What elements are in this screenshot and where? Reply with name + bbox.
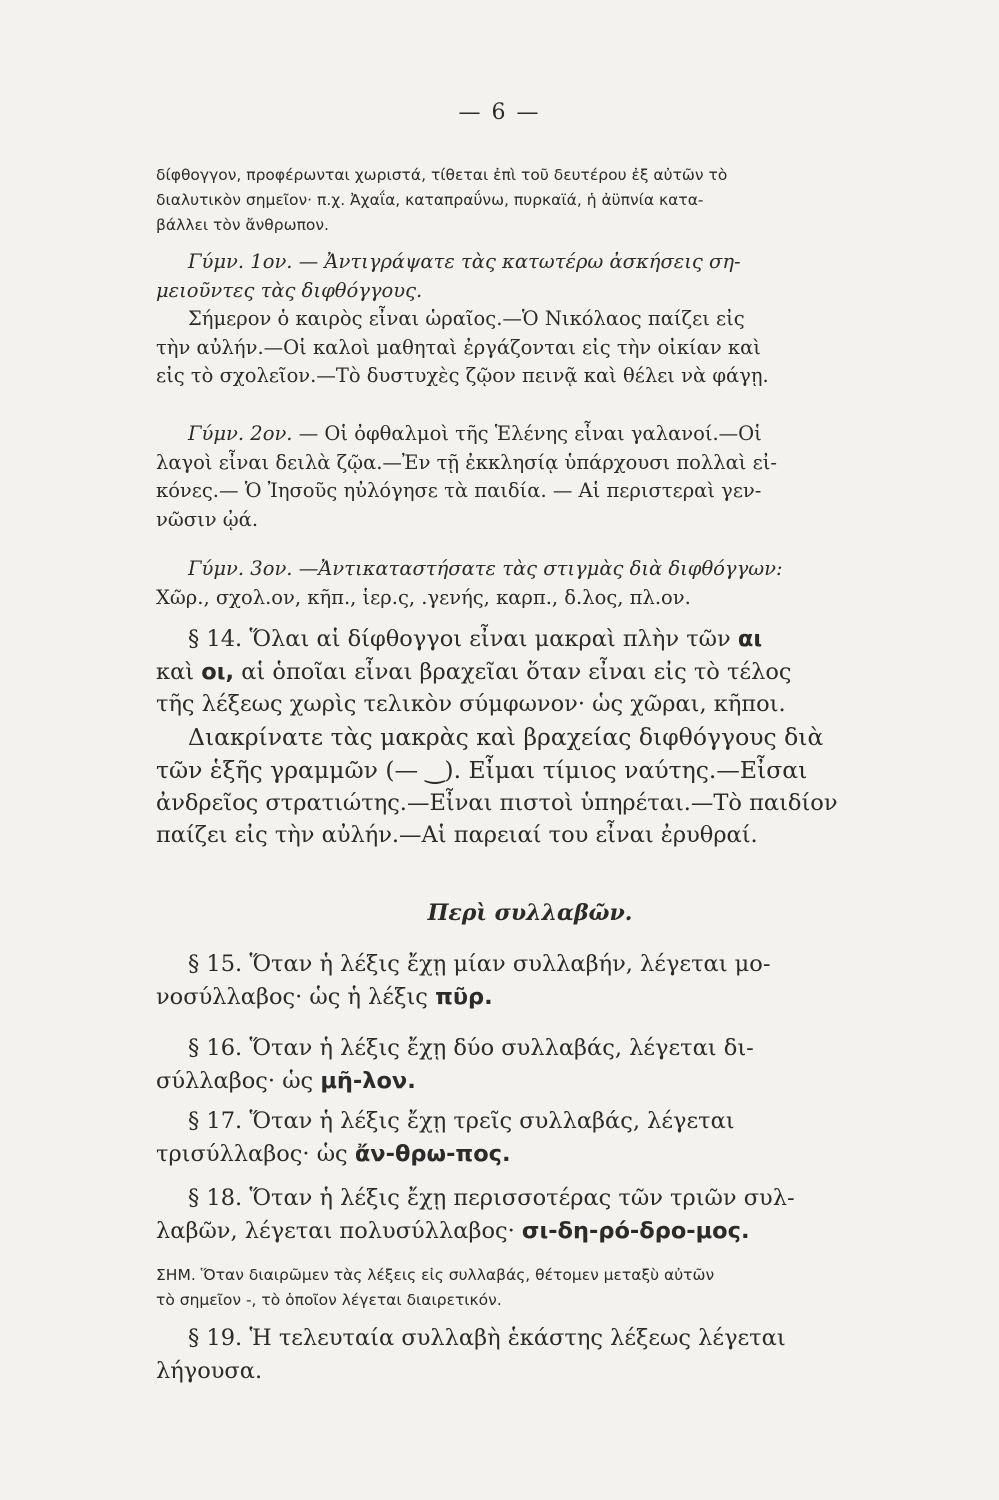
text-line: εἰς τὸ σχολεῖον.—Τὸ δυστυχὲς ζῷον πεινᾷ καὶ θέλει νὰ φάγῃ. xyxy=(156,364,769,387)
text-line: τὸ σημεῖον -, τὸ ὁποῖον λέγεται διαιρετικόν. xyxy=(156,1291,502,1309)
bold-term: αι xyxy=(737,626,763,652)
text-line: ΣΗΜ. Ὅταν διαιρῶμεν τὰς λέξεις εἰς συλλαβάς, θέτομεν μεταξὺ αὐτῶν xyxy=(156,1266,715,1284)
text-line: τὴν αὐλήν.—Οἱ καλοὶ μαθηταὶ ἐργάζονται εἰς τὴν οἰκίαν καὶ xyxy=(156,335,761,359)
text-line: τῶν ἑξῆς γραμμῶν (— ‿). Εἶμαι τίμιος ναύτης.—Εἶσαι xyxy=(156,755,808,784)
text-line: παίζει εἰς τὴν αὐλήν.—Αἱ παρειαί του εἶναι ἐρυθραί. xyxy=(156,822,758,848)
text-line: ἀνδρεῖος στρατιώτης.—Εἶναι πιστοὶ ὑπηρέται.—Τὸ παιδίον xyxy=(156,789,838,816)
text-line xyxy=(156,1322,904,1355)
exercise-3 xyxy=(156,555,904,612)
text-span: νοσύλλαβος· ὡς ἡ λέξις xyxy=(156,983,428,1010)
exercise-instruction: — Ἀντιγράψατε τὰς κατωτέρω ἀσκήσεις ση- xyxy=(298,250,741,273)
example-word: πῦρ. xyxy=(435,983,493,1010)
text-line xyxy=(156,1182,904,1215)
text-line: Διακρίνατε τὰς μακρὰς καὶ βραχείας διφθόγγους διὰ xyxy=(188,722,824,751)
text-line xyxy=(156,1105,904,1138)
text-span: τρισύλλαβος· ὡς xyxy=(156,1140,348,1167)
example-word: μῆ-λον. xyxy=(320,1067,416,1094)
example-word: σι-δη-ρό-δρο-μος. xyxy=(521,1217,750,1244)
exercise-2 xyxy=(156,420,904,534)
text-line: δίφθογγον, προφέρωνται χωριστά, τίθεται ἐπὶ τοῦ δευτέρου ἐξ αὐτῶν τὸ xyxy=(156,166,728,184)
text-line: Χῶρ., σχολ.ον, κῆπ., ἱερ.ς, .γενής, καρπ., δ.λος, πλ.ον. xyxy=(156,585,691,609)
section-number: § 16. xyxy=(188,1035,243,1061)
text-line xyxy=(156,656,904,689)
text-line xyxy=(156,1032,904,1065)
text-line xyxy=(156,948,904,981)
text-line: λαγοὶ εἶναι δειλὰ ζῷα.—Ἐν τῇ ἐκκλησίᾳ ὑπάρχουσι πολλαὶ εἰ- xyxy=(156,450,777,474)
text-span: Ὅλαι αἱ δίφθογγοι εἶναι μακραὶ πλὴν τῶν xyxy=(249,626,731,652)
text-line xyxy=(156,1065,904,1098)
text-span: Ἡ τελευταία συλλαβὴ ἑκάστης λέξεως λέγεται xyxy=(249,1325,786,1351)
text-line: μειοῦντες τὰς διφθόγγους. xyxy=(156,278,423,302)
exercise-text: — Οἱ ὀφθαλμοὶ τῆς Ἑλένης εἶναι γαλανοί.—Οἱ xyxy=(298,422,762,445)
section-17 xyxy=(156,1105,904,1170)
text-span: Ὅταν ἡ λέξις ἔχῃ μίαν συλλαβήν, λέγεται μο- xyxy=(249,951,771,977)
section-number: § 14. xyxy=(188,626,243,652)
text-span: σύλλαβος· ὡς xyxy=(156,1067,314,1094)
exercise-1 xyxy=(156,248,904,391)
page-number: — 6 — xyxy=(458,100,541,125)
text-line xyxy=(156,555,904,584)
text-span: Ὅταν ἡ λέξις ἔχῃ τρεῖς συλλαβάς, λέγεται xyxy=(249,1108,735,1134)
text-line: κόνες.— Ὁ Ἰησοῦς ηὐλόγησε τὰ παιδία. — Αἱ περιστεραὶ γεν- xyxy=(156,479,762,502)
section-15 xyxy=(156,948,904,1013)
text-line: βάλλει τὸν ἄνθρωπον. xyxy=(156,216,329,234)
text-line xyxy=(156,1215,904,1248)
text-line xyxy=(156,420,904,449)
section-18 xyxy=(156,1182,904,1247)
bold-term: οι, xyxy=(201,658,235,685)
exercise-label: Γύμν. 3ον. xyxy=(188,557,293,580)
section-19 xyxy=(156,1322,904,1387)
text-line: νῶσιν ᾠά. xyxy=(156,507,259,531)
section-heading: Περὶ συλλαβῶν. xyxy=(427,900,633,926)
exercise-label: Γύμν. 1ον. xyxy=(188,250,293,273)
section-number: § 19. xyxy=(188,1325,243,1351)
exercise-label: Γύμν. 2ον. xyxy=(188,422,293,445)
text-line: τῆς λέξεως χωρὶς τελικὸν σύμφωνον· ὡς χῶραι, κῆποι. xyxy=(156,691,786,717)
text-line: Σήμερον ὁ καιρὸς εἶναι ὡραῖος.—Ὁ Νικόλαος παίζει εἰς xyxy=(188,307,745,330)
intro-paragraph xyxy=(156,163,904,238)
section-number: § 17. xyxy=(188,1108,243,1134)
section-number: § 15. xyxy=(188,951,243,977)
text-line xyxy=(156,1138,904,1171)
text-span: Ὅταν ἡ λέξις ἔχῃ δύο συλλαβάς, λέγεται δι- xyxy=(249,1035,754,1061)
text-line xyxy=(156,623,904,656)
exercise-instruction: —Ἀντικαταστήσατε τὰς στιγμὰς διὰ διφθόγγων: xyxy=(298,557,783,580)
text-line: διαλυτικὸν σημεῖον· π.χ. Ἀχαΐα, καταπραΰνω, πυρκαϊά, ἡ ἀϋπνία κατα- xyxy=(156,191,704,209)
text-line xyxy=(156,248,904,277)
section-16 xyxy=(156,1032,904,1097)
text-span: καὶ xyxy=(156,658,195,685)
text-span: αἱ ὁποῖαι εἶναι βραχεῖαι ὅταν εἶναι εἰς τὸ τέλος xyxy=(241,658,792,685)
text-span: λαβῶν, λέγεται πολυσύλλαβος· xyxy=(156,1217,515,1244)
example-word: ἄν-θρω-πος. xyxy=(354,1140,511,1167)
note xyxy=(156,1263,904,1313)
text-line: λήγουσα. xyxy=(156,1357,263,1384)
section-14 xyxy=(156,623,904,852)
section-number: § 18. xyxy=(188,1185,243,1211)
text-span: Ὅταν ἡ λέξις ἔχῃ περισσοτέρας τῶν τριῶν συλ- xyxy=(249,1185,795,1211)
text-line xyxy=(156,981,904,1014)
